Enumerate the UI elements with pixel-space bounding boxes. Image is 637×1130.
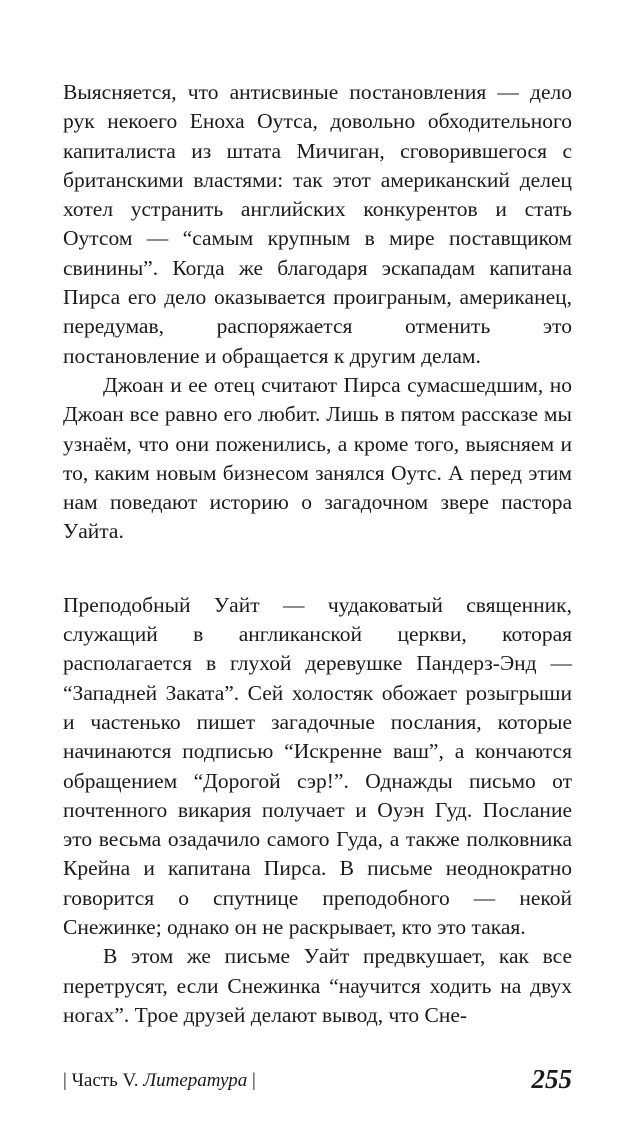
paragraph-3: Преподобный Уайт — чудаковатый священник, служащий в англиканской церкви, которая располагается в глухой деревушке Пандерз-Энд — “Западней Заката”. Сей холостяк обожает розыгрыши и частенько пишет загадочные послания, которые начинаются подписью “Искренне ваш”, а кончаются обращением “Дорогой сэр!”. Однажды письмо от почтенного викария получает и Оуэн Гуд. Послание это весьма озадачило самого Гуда, а также полковника Крейна и капитана Пирса. В письме неоднократно говорится о спутнице преподобного — некой Снежинке; однако он не раскрывает, кто это такая. [63,592,572,940]
footer-section: Литература [143,1070,248,1091]
paragraph-1: Выясняется, что антисвиные постановления — дело рук некоего Еноха Оутса, довольно обходительного капиталиста из штата Мичиган, сговорившегося с британскими властями: так этот американский делец хотел устранить английских конкурентов и стать Оутсом — “самым крупным в мире поставщиком свинины”. Когда же благодаря эскападам капитана Пирса его дело оказывается проиграным, американец, передумав, распоряжается отменить это постановление и обращается к другим делам. [63,80,572,368]
paragraph-4: В этом же письме Уайт предвкушает, как все перетрусят, если Снежинка “научится ходить на двух ногах”. Трое друзей делают вывод, что Сне- [63,944,572,1027]
footer-part: Часть V. [71,1070,139,1091]
text-body [63,78,572,1030]
footer-bar-right: | [251,1070,256,1091]
page-footer [63,1064,572,1104]
running-footer [63,1070,256,1092]
paragraph-2: Джоан и ее отец считают Пирса сумасшедшим, но Джоан все равно его любит. Лишь в пятом рассказе мы узнаём, что они поженились, а кроме того, выясняем и то, каким новым бизнесом занялся Оутс. А перед этим нам поведают историю о загадочном звере пастора Уайта. [63,372,572,544]
page-number: 255 [531,1064,572,1094]
section-break [63,547,572,591]
footer-bar-left: | [63,1070,67,1091]
